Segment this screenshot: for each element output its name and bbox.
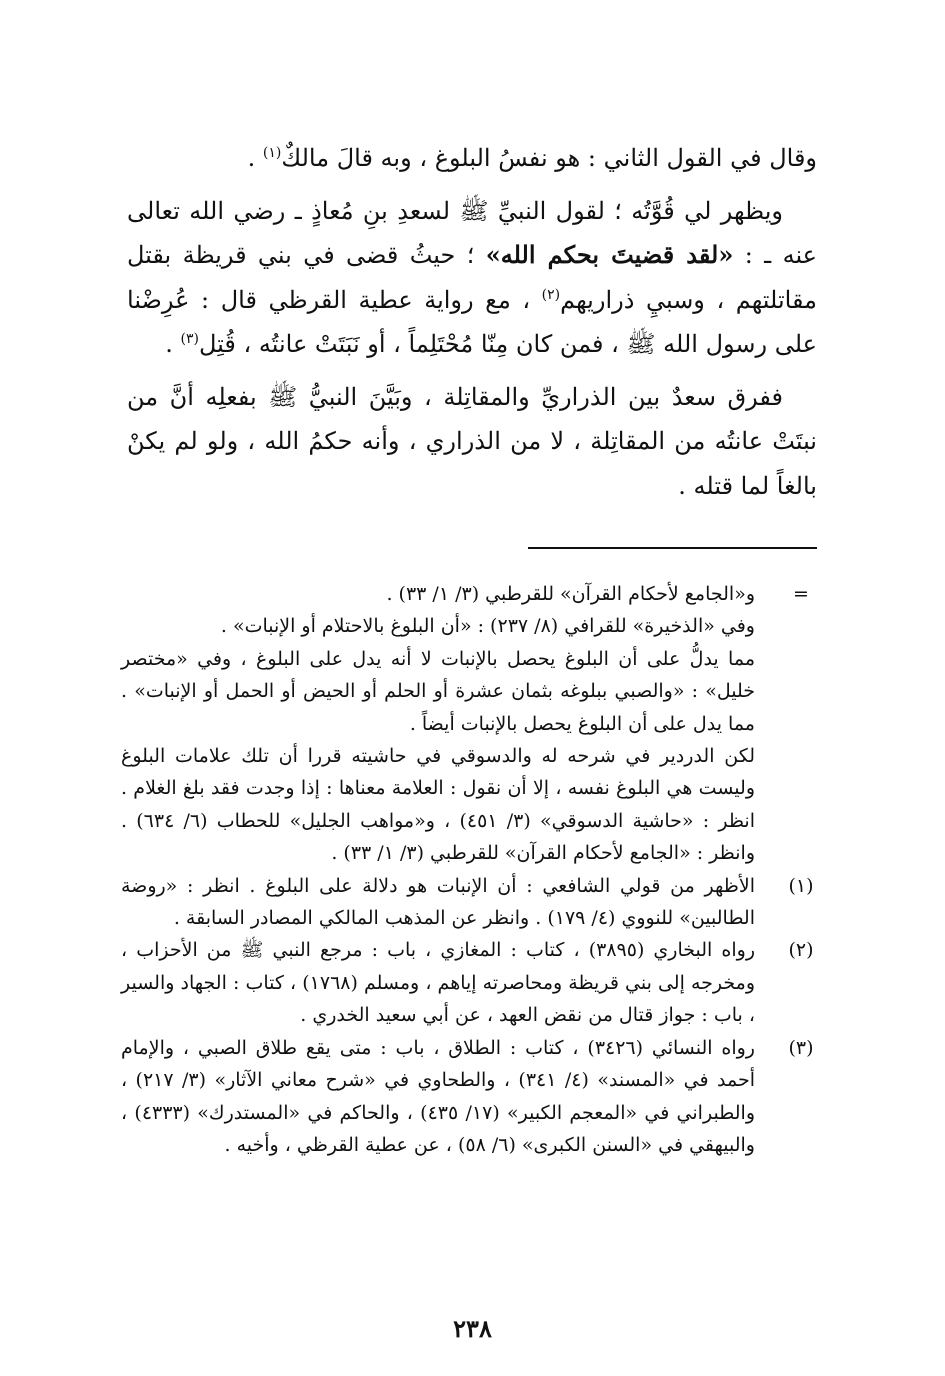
continuation-line: و«الجامع لأحكام القرآن» للقرطبي (٣/ ١/ ٣٣) . [386, 583, 755, 605]
footnotes-section [121, 578, 821, 1161]
paragraph-1-text: وقال في القول الثاني : هو نفسُ البلوغ ، وبه قالَ مالكٌ [281, 144, 817, 172]
footnote-marker: (٣) [788, 1036, 814, 1059]
footnote-text: رواه النسائي (٣٤٢٦) ، كتاب : الطلاق ، باب : متى يقع طلاق الصبي ، والإمام أحمد في «المسند» (٤/ ٣٤١) ، والطحاوي في «شرح معاني الآثار» (٣/ ٢١٧) ، والطبراني في «المعجم الكبير» (١٧/ ٤٣٥) ، والحاكم في «المستدرك» (٤٣٣٣) ، والبيهقي في «السنن الكبرى» (٦/ ٥٨) ، عن عطية القرظي ، وأخيه . [121, 1036, 756, 1156]
paragraph-1-end: . [247, 144, 263, 172]
footnote-ref-3: (٣) [180, 331, 199, 347]
continuation-marker: = [793, 583, 809, 605]
paragraph-2 [127, 189, 817, 367]
paragraph-2-end: . [165, 330, 181, 358]
footnote-continuation [121, 578, 821, 870]
footnote-text: رواه البخاري (٣٨٩٥) ، كتاب : المغازي ، باب : مرجع النبي ﷺ من الأحزاب ، ومخرجه إلى بني قريظة ومحاصرته إياهم ، ومسلم (١٧٦٨) ، كتاب : الجهاد والسير ، باب : جواز قتال من نقض العهد ، عن أبي سعيد الخدري . [121, 939, 755, 1027]
footnote-marker: (١) [788, 874, 814, 897]
footnote-marker: (٢) [788, 939, 814, 962]
footnote-ref-2: (٢) [541, 286, 561, 303]
footnote-ref-1: (١) [262, 145, 282, 161]
paragraph-3 [127, 375, 817, 509]
hadith-quote: «لقد قضيتَ بحكم الله» [485, 240, 734, 269]
paragraph-2-text-b: ؛ حيثُ قضى في بني قريظة بقتل مقاتلتهم ، وسبيِ ذراريهم [127, 241, 817, 314]
footnote-3 [121, 1032, 821, 1162]
paragraph-2-text-c: ، مع رواية عطية القرظي قال : عُرِضْنا على رسول الله ﷺ ، فمن كان مِنّا مُحْتَلِماً ، أو نَبَتَتْ عانتُه ، قُتِل [127, 285, 817, 358]
footnote-1 [121, 870, 821, 935]
page-number: ٢٣٨ [453, 1314, 492, 1343]
main-text-body [127, 136, 817, 516]
continuation-line: وفي «الذخيرة» للقرافي (٨/ ٢٣٧) : «أن البلوغ بالاحتلام أو الإنبات» . [220, 615, 755, 638]
footnote-2 [121, 934, 821, 1031]
footnote-text: الأظهر من قولي الشافعي : أن الإنبات هو دلالة على البلوغ . انظر : «روضة الطالبين» للنووي (٤/ ١٧٩) . وانظر عن المذهب المالكي المصادر السابقة . [121, 874, 755, 930]
paragraph-1 [127, 136, 817, 181]
continuation-line: لكن الدردير في شرحه له والدسوقي في حاشيته قررا أن تلك علامات البلوغ وليست هي البلوغ نفسه ، إلا أن نقول : العلامة معناها : إذا وجدت فقد بلغ الغلام . انظر : «حاشية الدسوقي» (٣/ ٤٥١) ، و«مواهب الجليل» للحطاب (٦/ ٦٣٤) . وانظر : «الجامع لأحكام القرآن» للقرطبي (٣/ ١/ ٣٣) . [121, 745, 755, 865]
footnote-divider [528, 547, 817, 549]
continuation-line: مما يدلُّ على أن البلوغ يحصل بالإنبات لا أنه يدل على البلوغ ، وفي «مختصر خليل» : «والصبي ببلوغه بثمان عشرة أو الحلم أو الحيض أو الحمل أو الإنبات» . مما يدل على أن البلوغ يحصل بالإنبات أيضاً . [121, 647, 755, 735]
paragraph-2-text-a: ويظهر لي قُوَّتُه ؛ لقول النبيِّ ﷺ لسعدِ بنِ مُعاذٍ ـ رضي الله تعالى عنه ـ : [127, 196, 818, 269]
paragraph-3-text: ففرق سعدٌ بين الذراريِّ والمقاتِلة ، وبَيَّنَ النبيُّ ﷺ بفعلِه أنَّ من نبتَتْ عانتُه من المقاتِلة ، لا من الذراري ، وأنه حكمُ الله ، ولو لم يكنْ بالغاً لما قتله . [127, 382, 817, 500]
